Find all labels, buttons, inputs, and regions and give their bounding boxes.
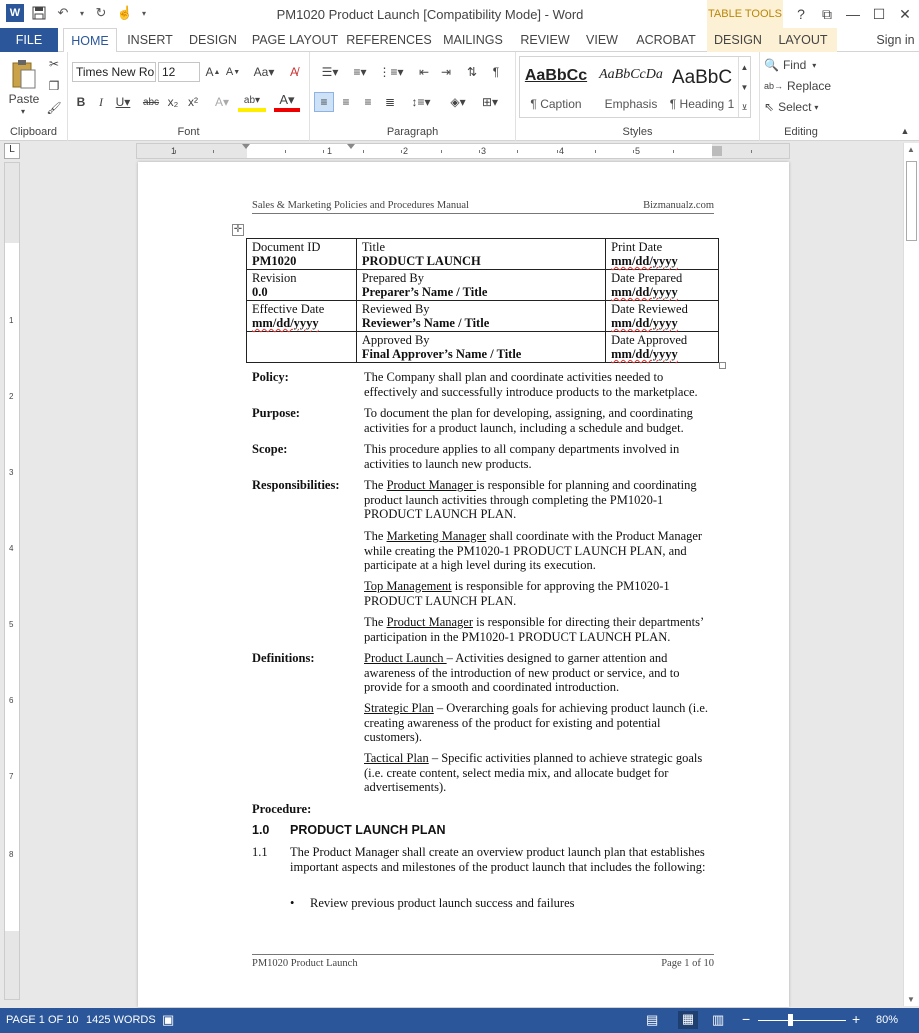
style-emphasis-preview: AaBbCcDa bbox=[599, 67, 663, 82]
definition-text: – Activities designed to garner attention and awareness of the introduction of new product or service, and to provide for a smooth and coordinated introduction. bbox=[364, 651, 680, 694]
responsibility-text: shall coordinate with the Product Manager while creating the PM1020-1 PRODUCT LAUNCH PLAN, and participate at a high level during its execution. bbox=[364, 529, 703, 572]
line-spacing-icon[interactable]: ↕≡▾ bbox=[411, 95, 431, 109]
page-footer bbox=[252, 954, 714, 969]
select-button[interactable] bbox=[764, 98, 840, 116]
style-caption-preview: AaBbCc bbox=[524, 67, 588, 84]
table-cell[interactable] bbox=[606, 239, 719, 270]
responsibility-paragraph: The Product Manager is responsible for planning and coordinating product launch activities through completing the PM1020-1 PRODUCT LAUNCH PLAN. bbox=[364, 478, 697, 521]
paragraph-group-label: Paragraph bbox=[386, 126, 439, 138]
tab-page-layout[interactable]: PAGE LAYOUT bbox=[251, 33, 339, 47]
customize-qat-icon[interactable]: ▾ bbox=[141, 8, 146, 18]
maximize-button[interactable]: ☐ bbox=[872, 5, 886, 22]
shrink-font-icon[interactable]: A ▼ bbox=[225, 66, 241, 78]
multilevel-list-icon[interactable]: ⋮≡▾ bbox=[378, 65, 404, 79]
svg-text:2: 2 bbox=[403, 146, 409, 156]
paste-icon[interactable] bbox=[8, 56, 40, 92]
replace-button[interactable] bbox=[764, 77, 840, 95]
revision-value: 0.0 bbox=[252, 285, 268, 299]
style-heading-1-label: ¶ Heading 1 bbox=[669, 97, 735, 111]
undo-dropdown-icon[interactable]: ▾ bbox=[79, 8, 84, 18]
select-icon: ⇖ bbox=[764, 100, 775, 114]
date-reviewed-label: Date Reviewed bbox=[611, 302, 688, 316]
definitions-label: Definitions: bbox=[252, 651, 315, 665]
zoom-out-icon[interactable]: − bbox=[742, 1011, 751, 1027]
horizontal-ruler[interactable] bbox=[136, 143, 790, 159]
tab-view[interactable]: VIEW bbox=[586, 33, 618, 47]
find-button[interactable] bbox=[764, 56, 840, 74]
borders-icon[interactable]: ⊞▾ bbox=[481, 95, 499, 109]
cut-icon[interactable]: ✂ bbox=[48, 57, 60, 71]
header-right-text: Bizmanualz.com bbox=[643, 200, 714, 211]
bullet-text: Review previous product launch success and failures bbox=[310, 896, 575, 910]
save-icon[interactable] bbox=[30, 4, 48, 22]
date-prepared-value: mm/dd/yyyy bbox=[611, 285, 678, 299]
page-count[interactable]: PAGE 1 OF 10 bbox=[6, 1014, 79, 1026]
definition-paragraph bbox=[364, 701, 714, 745]
subscript-icon[interactable]: x₂ bbox=[167, 95, 179, 109]
purpose-text: To document the plan for developing, assigning, and coordinating activities for a product launch, including a schedule and budget. bbox=[364, 406, 693, 435]
table-move-handle-icon[interactable]: ✛ bbox=[233, 224, 243, 235]
clipboard-group-label: Clipboard bbox=[9, 126, 58, 138]
style-heading-1-preview: AaBbC bbox=[671, 67, 733, 88]
zoom-slider-thumb[interactable] bbox=[788, 1014, 793, 1026]
copy-icon[interactable]: ❐ bbox=[48, 79, 60, 93]
highlight-color-icon[interactable]: ab▾ bbox=[238, 92, 266, 112]
responsibility-paragraph: The Product Manager is responsible for directing their departments’ participation in the PM1020-1 PRODUCT LAUNCH PLAN. bbox=[364, 615, 704, 644]
increase-indent-icon[interactable]: ⇥ bbox=[440, 65, 452, 79]
grow-font-icon[interactable]: A ▲ bbox=[205, 65, 221, 79]
procedure-label: Procedure: bbox=[252, 802, 312, 816]
step-text: The Product Manager shall create an overview product launch plan that establishes important aspects and milestones of the product launch that includes the following: bbox=[290, 845, 706, 874]
table-cell[interactable] bbox=[356, 239, 605, 270]
definition-paragraph bbox=[364, 651, 714, 695]
vertical-scrollbar[interactable] bbox=[903, 143, 919, 1006]
section-title: PRODUCT LAUNCH PLAN bbox=[290, 823, 446, 837]
styles-group-label: Styles bbox=[622, 126, 653, 138]
bullet-icon: • bbox=[290, 896, 295, 910]
font-name-field[interactable]: Times New Ro bbox=[72, 62, 156, 82]
clipboard-group bbox=[0, 52, 68, 141]
tab-review[interactable]: REVIEW bbox=[520, 33, 570, 47]
paste-dropdown-icon[interactable]: ▾ bbox=[20, 106, 25, 116]
ribbon-home bbox=[0, 52, 919, 141]
tab-design[interactable]: DESIGN bbox=[189, 33, 237, 47]
responsibility-text: is responsible for planning and coordinating product launch activities through completing the PM1020-1 PRODUCT LAUNCH PLAN. bbox=[364, 478, 697, 521]
styles-more-icon[interactable]: ⊻ bbox=[738, 97, 750, 117]
find-label: Find bbox=[782, 58, 807, 72]
table-cell[interactable] bbox=[356, 332, 605, 363]
style-emphasis[interactable] bbox=[594, 57, 668, 117]
term-product-launch: Product Launch bbox=[364, 651, 447, 665]
tab-home[interactable]: HOME bbox=[63, 28, 117, 53]
reviewed-by-value: Reviewer’s Name / Title bbox=[361, 316, 490, 330]
tab-references[interactable]: REFERENCES bbox=[346, 33, 432, 47]
effective-date-value: mm/dd/yyyy bbox=[252, 316, 319, 330]
table-cell[interactable] bbox=[356, 270, 605, 301]
bullets-icon[interactable]: ☰▾ bbox=[321, 65, 339, 79]
close-button[interactable]: ✕ bbox=[899, 5, 911, 22]
replace-label: Replace bbox=[787, 79, 832, 93]
step-number: 1.1 bbox=[252, 845, 268, 859]
section-heading bbox=[252, 823, 446, 837]
window-title: PM1020 Product Launch [Compatibility Mode] - Word bbox=[276, 7, 584, 22]
prepared-by-label: Prepared By bbox=[361, 271, 424, 285]
svg-text:4: 4 bbox=[9, 544, 14, 553]
font-group bbox=[68, 52, 310, 141]
svg-text:8: 8 bbox=[9, 850, 14, 859]
section-number: 1.0 bbox=[252, 823, 270, 837]
scroll-up-icon[interactable]: ▲ bbox=[907, 145, 915, 154]
change-case-icon[interactable]: Aa▾ bbox=[253, 65, 275, 79]
superscript-icon[interactable]: x² bbox=[188, 95, 198, 109]
style-caption-label: ¶ Caption bbox=[530, 97, 582, 111]
paste-button[interactable]: Paste bbox=[8, 92, 40, 106]
svg-text:3: 3 bbox=[9, 468, 14, 477]
scope-text: This procedure applies to all company departments involved in activities to launch new products. bbox=[364, 442, 680, 471]
role-product-manager: Product Manager bbox=[386, 478, 477, 492]
svg-text:4: 4 bbox=[559, 146, 565, 156]
title-value: PRODUCT LAUNCH bbox=[361, 254, 481, 268]
styles-scroll-up-icon[interactable]: ▲ bbox=[738, 57, 750, 77]
definition-text: – Specific activities planned to achieve strategic goals (i.e. create content, select media mix, and allocate budget for advertisements). bbox=[364, 751, 703, 794]
approved-by-label: Approved By bbox=[361, 333, 430, 347]
role-top-management: Top Management bbox=[364, 579, 452, 593]
svg-text:5: 5 bbox=[9, 620, 14, 629]
zoom-level[interactable]: 80% bbox=[876, 1014, 899, 1026]
vertical-ruler[interactable] bbox=[4, 162, 20, 1000]
doc-id-value: PM1020 bbox=[252, 254, 297, 268]
minimize-button[interactable]: — bbox=[846, 6, 860, 22]
date-prepared-label: Date Prepared bbox=[611, 271, 683, 285]
page-header bbox=[252, 200, 714, 214]
style-emphasis-label: Emphasis bbox=[604, 97, 658, 111]
table-cell[interactable] bbox=[356, 301, 605, 332]
title-label: Title bbox=[361, 240, 386, 254]
select-dropdown-icon: ▾ bbox=[814, 102, 819, 112]
align-left-icon[interactable]: ≡ bbox=[314, 92, 334, 112]
table-row bbox=[247, 239, 719, 270]
effective-date-label: Effective Date bbox=[252, 302, 325, 316]
align-center-icon[interactable]: ≡ bbox=[342, 95, 350, 109]
editing-group bbox=[760, 52, 842, 141]
table-row bbox=[247, 332, 719, 363]
paragraph-group bbox=[310, 52, 516, 141]
definition-paragraph bbox=[364, 751, 714, 795]
table-cell[interactable] bbox=[247, 301, 357, 332]
font-group-label: Font bbox=[177, 126, 200, 138]
styles-scroll-down-icon[interactable]: ▼ bbox=[738, 77, 750, 97]
svg-text:2: 2 bbox=[9, 392, 14, 401]
web-layout-icon[interactable]: ▥ bbox=[712, 1012, 725, 1027]
zoom-slider[interactable] bbox=[758, 1020, 846, 1021]
read-mode-icon[interactable]: ▤ bbox=[646, 1012, 659, 1027]
term-strategic-plan: Strategic Plan bbox=[364, 701, 434, 715]
responsibility-paragraph: The Marketing Manager shall coordinate with the Product Manager while creating the PM1020-1 PRODUCT LAUNCH PLAN, and participate at a high level during its execution. bbox=[364, 529, 703, 572]
replace-icon: ab→ bbox=[764, 81, 784, 91]
footer-left-text: PM1020 Product Launch bbox=[252, 958, 358, 969]
table-cell[interactable] bbox=[606, 301, 719, 332]
font-color-icon[interactable]: A▾ bbox=[274, 92, 300, 112]
table-cell[interactable] bbox=[247, 270, 357, 301]
policy-text: The Company shall plan and coordinate activities needed to effectively and successfully introduce products to the marketplace. bbox=[364, 370, 698, 399]
shading-icon[interactable]: ◈▾ bbox=[450, 95, 466, 109]
proofing-icon[interactable]: ▣ bbox=[162, 1012, 175, 1027]
tab-table-design[interactable]: DESIGN bbox=[707, 28, 769, 52]
text-effects-icon[interactable]: A▾ bbox=[214, 95, 230, 109]
purpose-label: Purpose: bbox=[252, 406, 300, 420]
table-cell[interactable] bbox=[606, 270, 719, 301]
title-bar bbox=[0, 0, 919, 28]
italic-icon[interactable]: I bbox=[99, 94, 103, 109]
font-size-field[interactable]: 12 bbox=[158, 62, 200, 82]
collapse-ribbon-icon[interactable]: ▲ bbox=[900, 126, 910, 136]
svg-text:1: 1 bbox=[171, 146, 177, 156]
responsibilities-label: Responsibilities: bbox=[252, 478, 340, 492]
term-tactical-plan: Tactical Plan bbox=[364, 751, 429, 765]
find-icon: 🔍 bbox=[764, 58, 779, 72]
responsibility-text: is responsible for directing their departments’ participation in the PM1020-1 PRODUCT LAUNCH PLAN. bbox=[364, 615, 704, 644]
document-info-table bbox=[246, 238, 719, 363]
table-cell[interactable] bbox=[247, 332, 357, 363]
svg-text:3: 3 bbox=[481, 146, 487, 156]
svg-text:6: 6 bbox=[9, 696, 14, 705]
revision-label: Revision bbox=[252, 271, 297, 285]
tab-file[interactable]: FILE bbox=[0, 28, 58, 52]
decrease-indent-icon[interactable]: ⇤ bbox=[418, 65, 430, 79]
format-painter-icon[interactable]: 🖌 bbox=[46, 101, 62, 115]
table-tools-header: TABLE TOOLS bbox=[707, 0, 783, 28]
tab-mailings[interactable]: MAILINGS bbox=[443, 33, 503, 47]
footer-right-text: Page 1 of 10 bbox=[661, 958, 714, 969]
responsibility-paragraph bbox=[364, 579, 714, 608]
policy-label: Policy: bbox=[252, 370, 289, 384]
word-count[interactable]: 1425 WORDS bbox=[86, 1014, 156, 1026]
svg-text:7: 7 bbox=[9, 772, 14, 781]
ribbon-tabs bbox=[0, 28, 919, 52]
header-left-text: Sales & Marketing Policies and Procedures Manual bbox=[252, 200, 469, 211]
clear-formatting-icon[interactable]: A̸ bbox=[289, 65, 298, 79]
role-marketing-manager: Marketing Manager bbox=[386, 529, 487, 543]
tab-insert[interactable]: INSERT bbox=[127, 33, 173, 47]
print-date-label: Print Date bbox=[611, 240, 663, 254]
tab-table-layout[interactable]: LAYOUT bbox=[769, 28, 837, 52]
date-reviewed-value: mm/dd/yyyy bbox=[611, 316, 678, 330]
approved-by-value: Final Approver’s Name / Title bbox=[361, 347, 522, 361]
role-product-manager-2: Product Manager bbox=[386, 615, 473, 629]
date-approved-label: Date Approved bbox=[611, 333, 688, 347]
styles-gallery bbox=[519, 56, 751, 118]
ribbon-display-options-button[interactable]: ⧉ bbox=[822, 5, 832, 22]
justify-icon[interactable]: ≣ bbox=[384, 95, 396, 109]
svg-text:1: 1 bbox=[9, 316, 14, 325]
responsibility-text: is responsible for approving the PM1020-1 PRODUCT LAUNCH PLAN. bbox=[364, 579, 670, 608]
align-right-icon[interactable]: ≡ bbox=[364, 95, 372, 109]
style-heading-1[interactable] bbox=[668, 57, 736, 117]
undo-icon[interactable]: ↶ bbox=[57, 5, 69, 20]
sign-in-link[interactable]: Sign in bbox=[876, 33, 915, 47]
scope-label: Scope: bbox=[252, 442, 288, 456]
scroll-down-icon[interactable]: ▼ bbox=[907, 995, 915, 1004]
definition-text: – Overarching goals for achieving product launch (i.e. creating awareness of the product for existing and potential customers). bbox=[364, 701, 708, 744]
quick-access-toolbar bbox=[6, 4, 148, 22]
svg-text:5: 5 bbox=[635, 146, 641, 156]
table-cell[interactable] bbox=[247, 239, 357, 270]
doc-id-label: Document ID bbox=[252, 240, 321, 254]
touch-mode-icon[interactable]: ☝ bbox=[116, 5, 134, 20]
zoom-in-icon[interactable]: + bbox=[852, 1011, 861, 1027]
prepared-by-value: Preparer’s Name / Title bbox=[361, 285, 488, 299]
bold-icon[interactable]: B bbox=[76, 95, 86, 109]
table-resize-handle-icon[interactable] bbox=[719, 362, 726, 369]
svg-text:1: 1 bbox=[327, 146, 333, 156]
table-row bbox=[247, 270, 719, 301]
table-row bbox=[247, 301, 719, 332]
date-approved-value: mm/dd/yyyy bbox=[611, 347, 678, 361]
print-layout-icon[interactable]: ▦ bbox=[678, 1011, 698, 1029]
document-page[interactable] bbox=[138, 162, 789, 1007]
underline-icon[interactable]: U▾ bbox=[115, 95, 131, 109]
table-cell[interactable] bbox=[606, 332, 719, 363]
numbering-icon[interactable]: ≡▾ bbox=[353, 65, 367, 79]
select-label: Select bbox=[778, 100, 812, 114]
style-caption[interactable] bbox=[520, 57, 592, 117]
word-logo-icon[interactable]: W bbox=[6, 4, 24, 22]
tab-selector[interactable]: L bbox=[4, 143, 20, 159]
scrollbar-thumb[interactable] bbox=[906, 161, 917, 241]
find-dropdown-icon: ▾ bbox=[812, 60, 817, 70]
show-formatting-icon[interactable]: ¶ bbox=[492, 65, 500, 79]
sort-icon[interactable]: ⇅ bbox=[466, 65, 478, 79]
strikethrough-icon[interactable]: abc bbox=[142, 96, 160, 108]
print-date-value: mm/dd/yyyy bbox=[611, 254, 678, 268]
help-button[interactable]: ? bbox=[797, 6, 805, 22]
reviewed-by-label: Reviewed By bbox=[361, 302, 430, 316]
redo-icon[interactable]: ↻ bbox=[95, 5, 107, 20]
tab-acrobat[interactable]: ACROBAT bbox=[636, 33, 696, 47]
editing-group-label: Editing bbox=[784, 126, 818, 138]
status-bar bbox=[0, 1008, 919, 1033]
